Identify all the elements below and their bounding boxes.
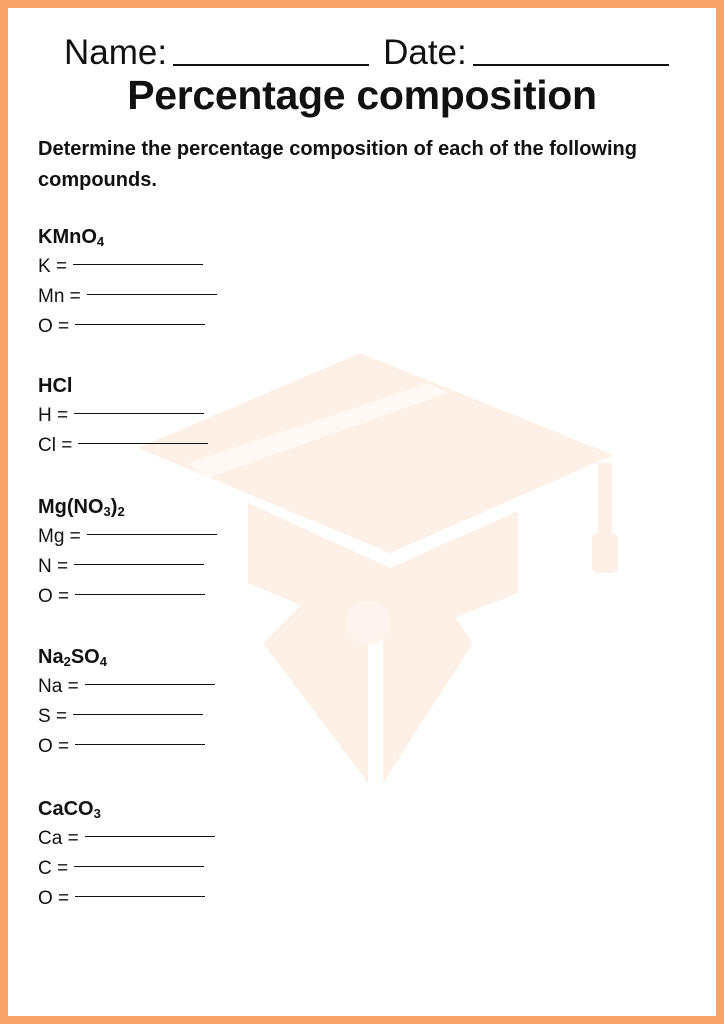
formula-subscript: 4 xyxy=(99,654,107,669)
element-label: O = xyxy=(38,736,70,757)
formula-text: CaCO xyxy=(38,798,94,820)
element-label: H = xyxy=(38,405,69,426)
element-label: N = xyxy=(38,556,69,577)
element-label: Ca = xyxy=(38,828,79,849)
answer-blank[interactable] xyxy=(74,564,204,565)
element-row xyxy=(38,401,208,431)
compound-formula xyxy=(38,794,215,824)
element-row xyxy=(38,732,215,762)
answer-blank[interactable] xyxy=(75,896,205,897)
element-label: O = xyxy=(38,888,70,909)
answer-blank[interactable] xyxy=(74,413,204,414)
compound-formula xyxy=(38,222,217,252)
formula-text: SO xyxy=(70,646,100,668)
element-label: Mn = xyxy=(38,286,81,307)
formula-text: ) xyxy=(110,496,118,518)
date-field-line[interactable] xyxy=(473,64,669,66)
element-row xyxy=(38,854,215,884)
element-label: O = xyxy=(38,316,70,337)
element-label: Mg = xyxy=(38,526,81,547)
formula-subscript: 2 xyxy=(63,654,71,669)
instructions: Determine the percentage composition of each of the following compounds. xyxy=(38,138,637,191)
answer-blank[interactable] xyxy=(78,443,208,444)
element-row xyxy=(38,312,217,342)
element-label: S = xyxy=(38,706,68,727)
answer-blank[interactable] xyxy=(75,744,205,745)
formula-text: KMnO xyxy=(38,226,97,248)
element-row xyxy=(38,884,215,914)
formula-text: HCl xyxy=(38,375,73,397)
answer-blank[interactable] xyxy=(85,836,215,837)
element-row xyxy=(38,582,217,612)
compound-section xyxy=(38,222,217,342)
answer-blank[interactable] xyxy=(75,594,205,595)
answer-blank[interactable] xyxy=(85,684,215,685)
element-row xyxy=(38,431,208,461)
formula-subscript: 3 xyxy=(103,504,111,519)
answer-blank[interactable] xyxy=(87,294,217,295)
element-label: O = xyxy=(38,586,70,607)
answer-blank[interactable] xyxy=(73,714,203,715)
name-label: Name: xyxy=(64,33,168,72)
compound-section xyxy=(38,492,217,612)
formula-subscript: 4 xyxy=(96,234,105,249)
date-label: Date: xyxy=(383,33,467,72)
answer-blank[interactable] xyxy=(75,324,205,325)
compound-formula xyxy=(38,642,215,672)
formula-text: Mg(NO xyxy=(38,496,104,518)
element-row xyxy=(38,672,215,702)
name-field-line[interactable] xyxy=(173,64,369,66)
answer-blank[interactable] xyxy=(74,866,204,867)
name-date-header xyxy=(64,26,686,70)
element-label: Na = xyxy=(38,676,79,697)
element-row xyxy=(38,552,217,582)
element-row xyxy=(38,252,217,282)
element-label: Cl = xyxy=(38,435,73,456)
compound-formula xyxy=(38,371,208,401)
element-row xyxy=(38,282,217,312)
page-title: Percentage composition xyxy=(127,72,597,118)
element-row xyxy=(38,824,215,854)
compound-formula xyxy=(38,492,217,522)
compound-section xyxy=(38,794,215,914)
element-row xyxy=(38,702,215,732)
formula-subscript: 3 xyxy=(93,806,101,821)
element-row xyxy=(38,522,217,552)
answer-blank[interactable] xyxy=(87,534,217,535)
formula-subscript: 2 xyxy=(117,504,125,519)
element-label: K = xyxy=(38,256,68,277)
answer-blank[interactable] xyxy=(73,264,203,265)
compound-section xyxy=(38,371,208,461)
compound-section xyxy=(38,642,215,762)
formula-text: Na xyxy=(38,646,64,668)
element-label: C = xyxy=(38,858,69,879)
